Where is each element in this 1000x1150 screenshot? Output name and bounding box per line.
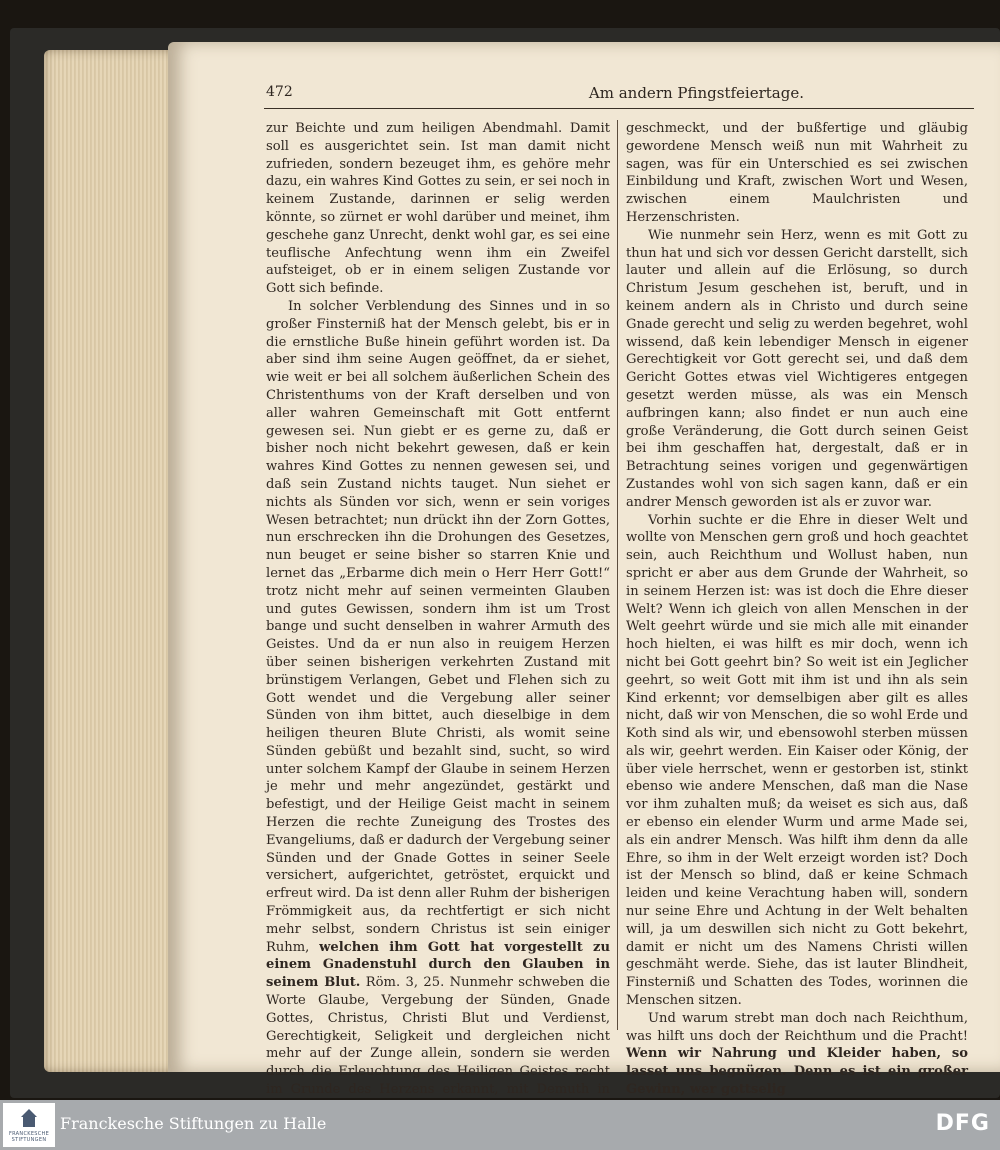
right-column-paragraph [626,120,968,227]
francke-logo [3,1103,55,1147]
column-divider [617,120,618,1030]
bold-text: Wenn wir Nahrung und Kleider haben, so lasset uns begnügen. Denn es ist ein großer Gewinn, wer gottselig [626,1046,968,1098]
running-title: Am andern Pfingstfeiertage. [588,84,804,102]
right-column-paragraph [626,227,968,512]
page-header [264,82,974,109]
paragraph-text: In solcher Verblendung des Sinnes und in so großer Finsterniß hat der Mensch gelebt, bis er in die ernstliche Buße hinein geführt worden ist. Da aber sind ihm seine Augen geöffnet, da er siehet, wie weit er bei all solchem äußerlichen Schein des Christenthums von der Kraft derselben und von aller wahren Gemeinschaft mit Gott entfernt gewesen sei. Nun giebt er es gerne zu, daß er bisher noch nicht bekehrt gewesen, daß er kein wahres Kind Gottes zu nennen gewesen sei, und daß sein Zustand nichts tauget. Nun siehet er nichts als Sünden vor sich, wenn er sein voriges Wesen betrachtet; nun drückt ihn der Zorn Gottes, nun erschrecken ihn die Drohungen des Gesetzes, nun beuget er seine bisher so starren Knie und lernet das „Erbarme dich mein o Herr Herr Gott!“ trotz nicht mehr auf seinen vermeinten Glauben und gutes Gewissen, sondern ihm ist um Trost bange und sucht denselben in wahrer Armuth des Geistes. Und da er nun also in reuigem Herzen über seinen bisherigen verkehrten Zustand mit brünstigem Verlangen, Gebet und Flehen sich zu Gott wendet und die Vergebung aller seiner Sünden von ihm bittet, auch dieselbige in dem heiligen theuren Blute Christi, als womit seine Sünden gebüßt und bezahlt sind, sucht, so wird unter solchem Kampf der Glaube in seinem Herzen je mehr und mehr angezündet, gestärkt und befestigt, und der Heilige Geist macht in seinem Herzen die rechte Zuneigung des Trostes des Evangeliums, daß er dadurch der Vergebung seiner Sünden und der Gnade Gottes in seiner Seele versichert, aufgerichtet, getröstet, erquickt und erfreut wird. Da ist denn aller Ruhm der bisherigen Frömmigkeit aus, da rechtfertigt er sich nicht mehr selbst, sondern Christus ist sein einiger Ruhm, [266,298,610,955]
page-number: 472 [266,84,293,100]
paragraph-text: geschmeckt, und der bußfertige und gläubig gewordene Mensch weiß nun mit Wahrheit zu sagen, was für ein Unterschied es sei zwischen Einbildung und Kraft, zwischen Wort und Wesen, zwischen einem Maulchristen und Herzenschristen. [626,121,968,225]
dfg-logo: DFG [935,1111,990,1136]
right-column-paragraph [626,1010,968,1099]
right-column-paragraph [626,512,968,1010]
book-page [168,42,1000,1098]
paragraph-text: Und warum strebt man doch nach Reichthum, was hilft uns doch der Reichthum und die Pracht! [626,1010,968,1044]
viewer-footer [0,1100,1000,1150]
logo-text: FRANCKESCHE STIFTUNGEN [8,1131,50,1143]
paragraph-text: Vorhin suchte er die Ehre in dieser Welt und wollte von Menschen gern groß und hoch geachtet sein, auch Reichthum und Wollust haben, nun spricht er aber aus dem Grunde der Wahrheit, so in seinem Herzen ist: was ist doch die Ehre dieser Welt? Wenn ich gleich von allen Menschen in der Welt geehrt würde und sie mich alle mit einander hoch hielten, ei was hilft es mir doch, wenn ich nicht bei Gott geehrt bin? So weit ist ein Jeglicher geehrt, so weit Gott mit ihm ist und ihn als sein Kind erkennt; vor demselbigen aber gilt es alles nicht, daß wir von Menschen, die so wohl Erde und Koth sind als wir, und ebensowohl sterben müssen als wir, geehrt werden. Ein Kaiser oder König, der über viele herrschet, wenn er gestorben ist, stinkt ebenso wie andere Menschen, daß man die Nase vor ihm zuhalten muß; da weiset es sich aus, daß er ebenso ein elender Wurm und arme Made sei, als ein andrer Mensch. Was hilft ihm denn da alle Ehre, so ihm in der Welt erzeigt worden ist? Doch ist der Mensch so blind, daß er keine Schmach leiden und keine Verachtung haben will, sondern nur seine Ehre und Achtung in der Welt behalten will, ja um deswillen sich nicht zu Gott bekehrt, damit er nicht um des Namens Christi willen geschmäht werde. Siehe, das ist lauter Blindheit, Finsterniß und Schatten des Todes, worinnen die Menschen sitzen. [626,512,968,1009]
paragraph-text: Röm. 3, 25. Nunmehr schweben die Worte Glaube, Vergebung der Sünden, Gnade Gottes, Christus, Christi Blut und Verdienst, Gerechtigkeit, Seligkeit und dergleichen nicht mehr auf der Zunge allein, sondern sie werden durch die Erleuchtung des Heiligen Geistes recht im Grunde des Herzens erkannt, mit Demuth in [266,975,611,1098]
bold-text: welchen ihm Gott hat vorgestellt zu einem Gnadenstuhl durch den Glauben in seinem Blut. [266,939,611,991]
text-column-left [266,120,610,1117]
paragraph-text: Wie nunmehr sein Herz, wenn es mit Gott zu thun hat und sich vor dessen Gericht darstellt, sich lauter und allein auf die Erlösung, so durch Christum Jesum geschehen ist, beruft, und in keinem andern als in Christo und durch seine Gnade gerecht und selig zu werden begehret, wohl wissend, daß kein lebendiger Mensch in eigener Gerechtigkeit vor Gott gerecht sei, und daß dem Gericht Gottes etwas viel Wichtigeres entgegen gesetzt werden müsse, als was ein Mensch aufbringen kann; also findet er nun auch eine große Veränderung, die Gott durch seinen Geist bei ihm geschaffen hat, dergestalt, daß er in Betrachtung seines vorigen und gegenwärtigen Zustandes wohl von sich sagen kann, daß er ein andrer Mensch geworden ist als er zuvor war. [626,227,968,510]
paragraph-text: zur Beichte und zum heiligen Abendmahl. Damit soll es ausgerichtet sein. Ist man damit nicht zufrieden, sondern bezeuget ihm, es gehöre mehr dazu, ein wahres Kind Gottes zu sein, er sei noch in keinem Zustande, darinnen er selig werden könnte, so zürnet er wohl darüber und meinet, ihm geschehe ganz Unrecht, denkt wohl gar, es sei eine teuflische Anfechtung wenn ihm ein Zweifel aufsteiget, ob er in einem seligen Zustande vor Gott sich befinde. [266,121,610,297]
page-edges [44,50,180,1072]
institution-link[interactable]: Franckesche Stiftungen zu Halle [60,1114,327,1133]
building-icon [21,1109,37,1117]
building-body-icon [23,1117,35,1127]
text-column-right [626,120,968,1099]
left-column-paragraph [266,120,610,298]
left-column-paragraph [266,298,610,1117]
